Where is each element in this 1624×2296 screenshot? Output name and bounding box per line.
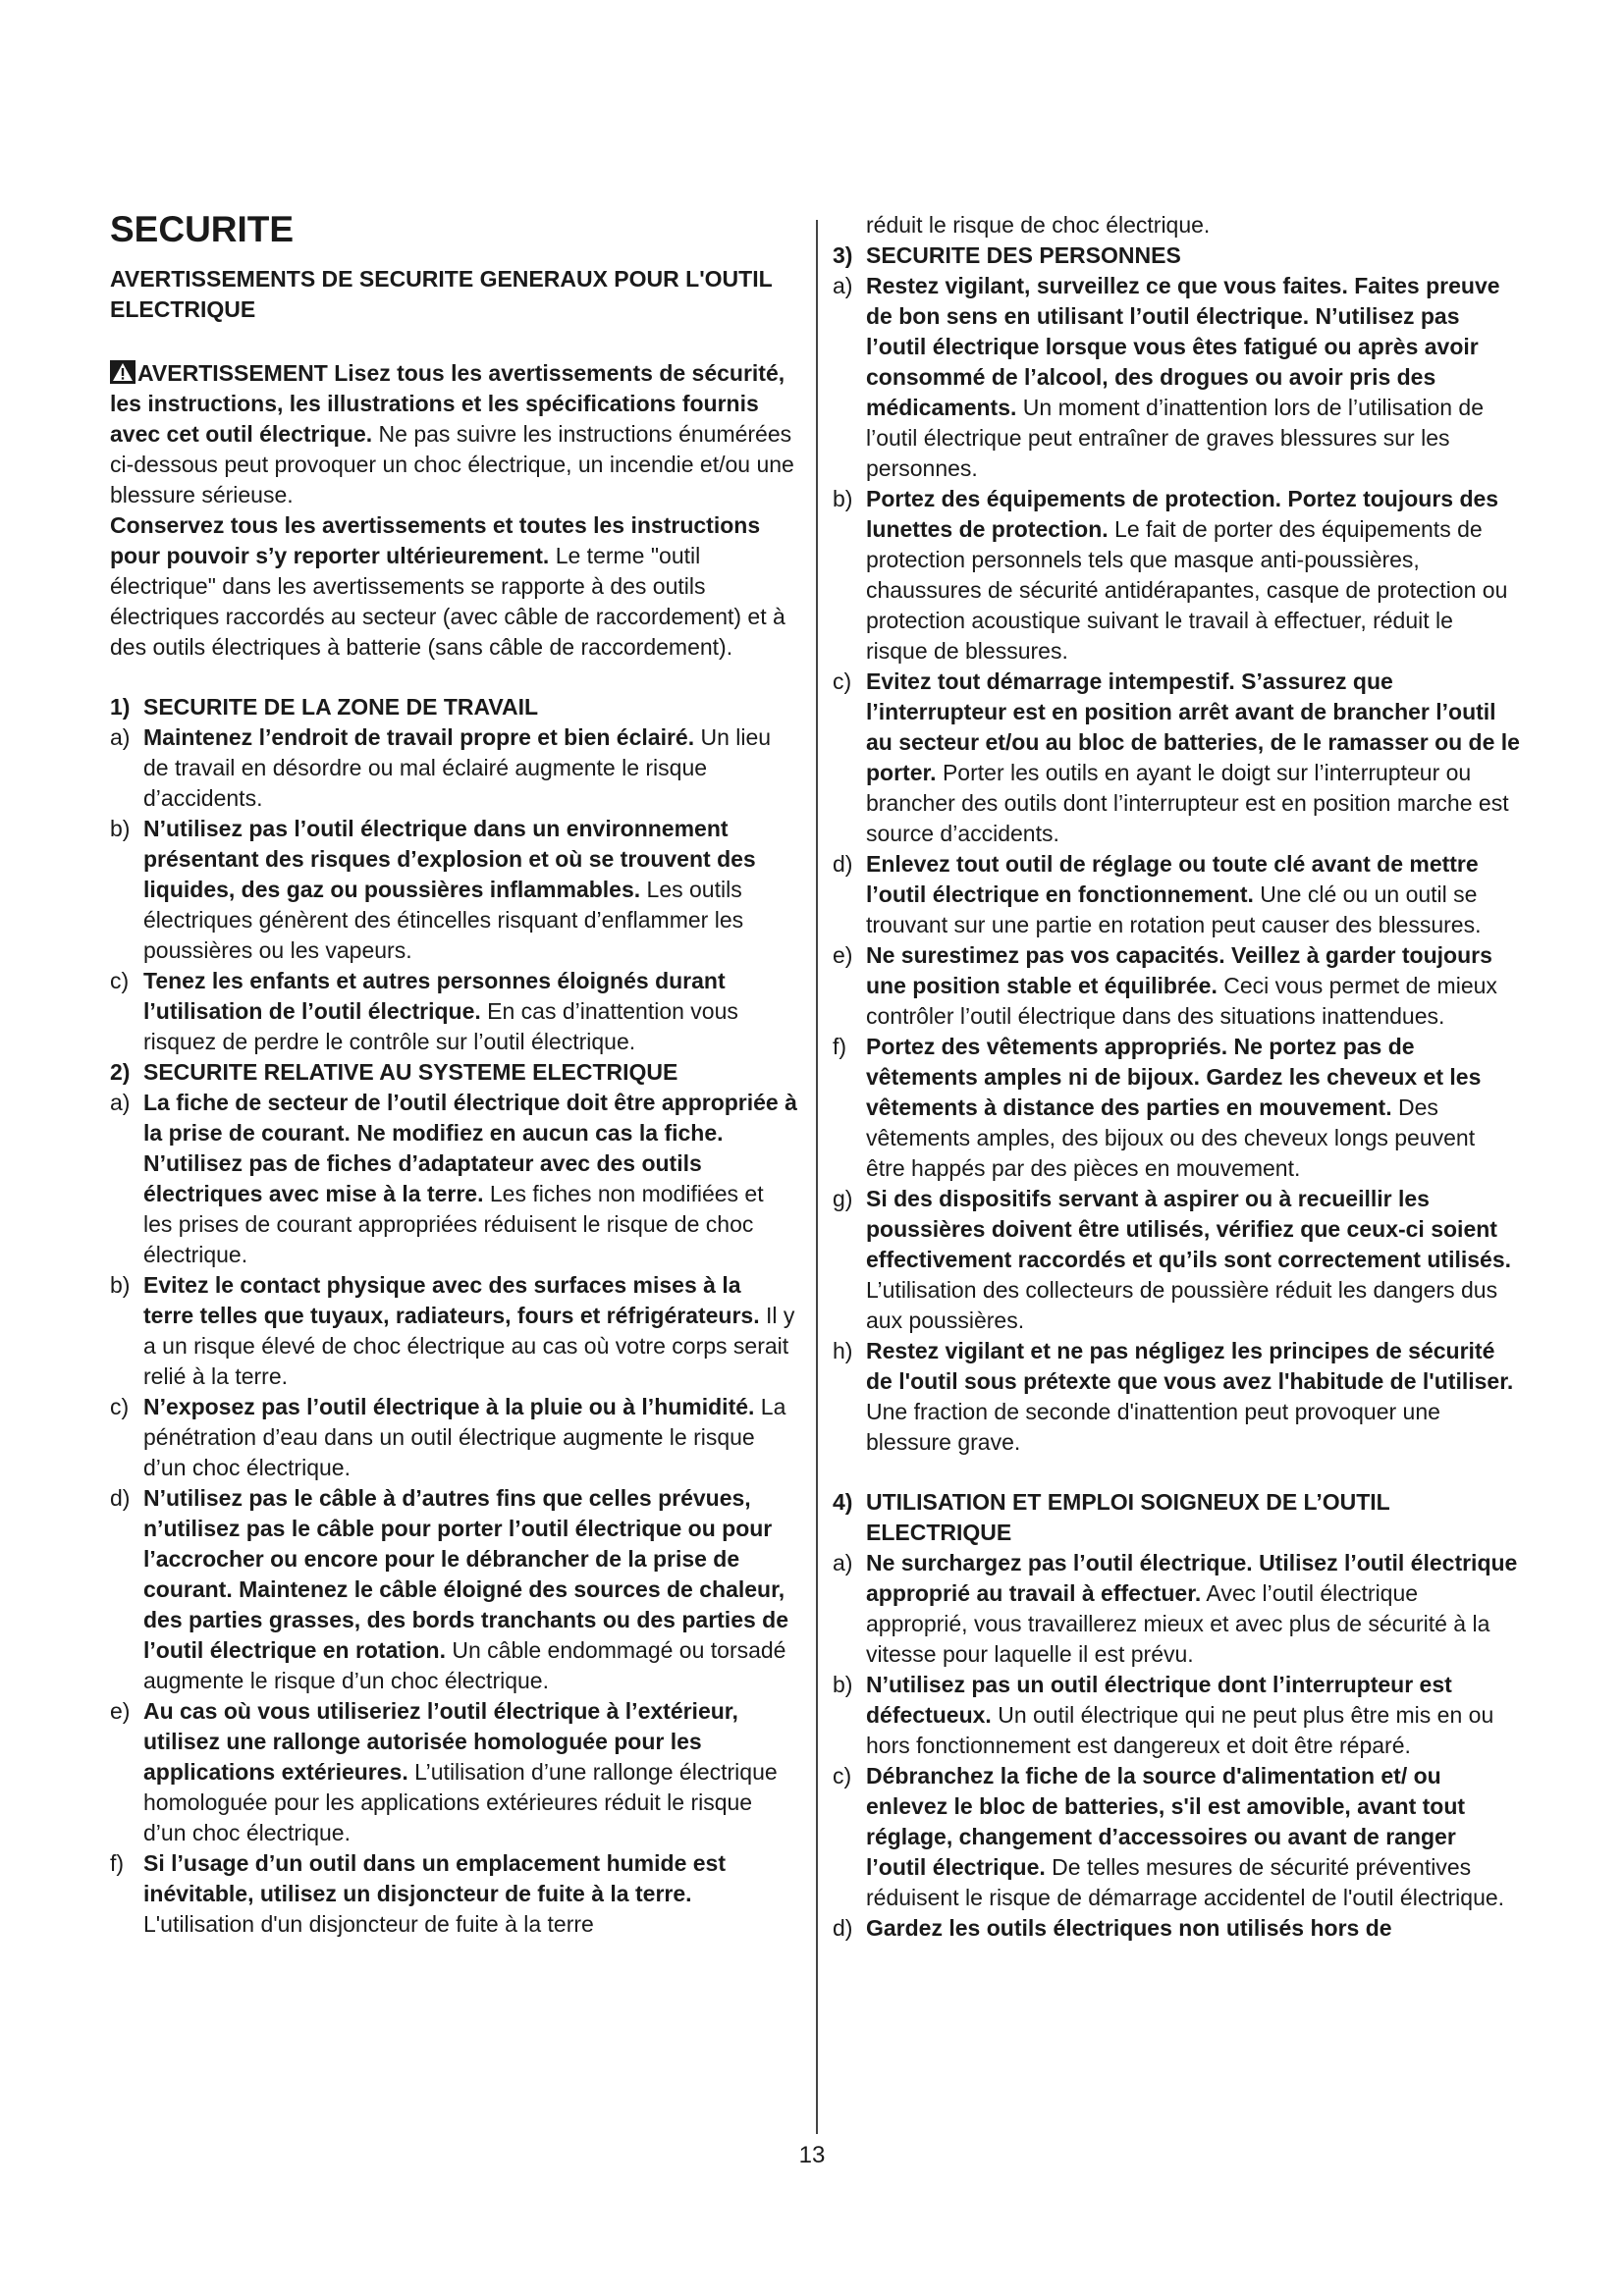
list-item — [110, 1696, 797, 1848]
safety-section — [833, 240, 1520, 1458]
list-item — [833, 1032, 1520, 1184]
item-text: Un outil électrique qui ne peut plus être mis en ou hors fonctionnement est dangereux et doit être réparé. — [866, 1702, 1494, 1758]
list-item — [833, 1336, 1520, 1458]
item-bold-text: Si l’usage d’un outil dans un emplacement humide est inévitable, utilisez un disjoncteur de fuite à la terre. — [143, 1849, 726, 1906]
page-title: SECURITE — [110, 209, 295, 249]
item-body — [866, 1184, 1520, 1336]
warning-bold: Lisez tous les avertissements de sécurité, les instructions, les illustrations et les spécifications fournis avec cet outil électrique. — [110, 359, 785, 447]
item-body — [143, 1483, 797, 1696]
item-text: Avec l’outil électrique approprié, vous travaillerez mieux et avec plus de sécurité à la vitesse pour laquelle il est prévu. — [866, 1580, 1490, 1667]
item-body — [143, 1270, 797, 1392]
item-body — [866, 1032, 1520, 1184]
list-item — [833, 484, 1520, 667]
section-heading-text: UTILISATION ET EMPLOI SOIGNEUX DE L’OUTIL ELECTRIQUE — [866, 1489, 1390, 1545]
list-item — [110, 966, 797, 1057]
item-letter: b) — [833, 486, 853, 511]
list-item — [833, 1184, 1520, 1336]
list-item — [110, 1483, 797, 1696]
section-heading — [833, 240, 1520, 271]
warning-paragraph — [110, 358, 797, 510]
safety-section — [110, 1057, 797, 1940]
item-bold-text: Maintenez l’endroit de travail propre et bien éclairé. — [143, 723, 695, 750]
list-item — [833, 849, 1520, 940]
item-bold-text: Si des dispositifs servant à aspirer ou à recueillir les poussières doivent être utilisés, vérifiez que ceux-ci soient effectivement raccordés et qu’ils sont correctement utilisés. — [866, 1186, 1512, 1272]
list-item — [110, 1270, 797, 1392]
safety-section — [833, 1487, 1520, 1944]
left-column — [110, 210, 797, 1940]
item-letter: g) — [833, 1186, 853, 1211]
page-number: 13 — [798, 2142, 826, 2168]
item-bold-text: Ne surestimez pas vos capacités. Veillez à garder toujours une position stable et équilibrée. — [866, 942, 1492, 998]
item-body — [866, 1548, 1520, 1670]
section-number: 3) — [833, 242, 853, 268]
item-text: Une fraction de seconde d'inattention peut provoquer une blessure grave. — [866, 1399, 1440, 1455]
item-bold-text: Portez des équipements de protection. Portez toujours des lunettes de protection. — [866, 486, 1499, 542]
item-body — [866, 1913, 1520, 1944]
section-number: 4) — [833, 1489, 853, 1515]
item-letter: d) — [110, 1484, 131, 1511]
item-bold-text: Evitez le contact physique avec des surfaces mises à la terre telles que tuyaux, radiateurs, fours et réfrigérateurs. — [143, 1271, 760, 1328]
item-letter: c) — [110, 1393, 130, 1419]
section-number: 1) — [110, 693, 131, 720]
item-text: Le fait de porter des équipements de protection personnels tels que masque anti-poussières, chaussures de sécurité antidérapantes, casque de protection ou protection acoustique suivant le travail à effectuer, réduit le risque de blessures. — [866, 516, 1508, 664]
left-sections — [110, 692, 797, 1940]
list-item — [833, 1548, 1520, 1670]
item-text: En cas d’inattention vous risquez de perdre le contrôle sur l’outil électrique. — [143, 997, 738, 1054]
item-letter: c) — [110, 967, 130, 993]
item-letter: c) — [833, 668, 852, 694]
item-bold-text: Portez des vêtements appropriés. Ne portez pas de vêtements amples ni de bijoux. Gardez les cheveux et les vêtements à distance des parties en mouvement. — [866, 1034, 1482, 1120]
keep-instructions-paragraph — [110, 510, 797, 663]
item-bold-text: Au cas où vous utiliseriez l’outil électrique à l’extérieur, utilisez une rallonge autorisée homologuée pour les applications extérieures. — [143, 1697, 738, 1785]
safety-section — [110, 692, 797, 1057]
item-letter: c) — [833, 1763, 852, 1789]
item-body — [143, 966, 797, 1057]
item-bold-text: La fiche de secteur de l’outil électrique doit être appropriée à la prise de courant. Ne modifiez en aucun cas la fiche. N’utilisez pas de fiches d’adaptateur avec des outils électriques avec mise à la terre. — [143, 1089, 797, 1206]
item-text: La pénétration d’eau dans un outil électrique augmente le risque d’un choc électrique. — [143, 1393, 786, 1480]
item-body — [143, 1088, 797, 1270]
item-letter: b) — [110, 1271, 131, 1298]
item-letter: a) — [110, 723, 131, 750]
item-body — [866, 1670, 1520, 1761]
item-bold-text: Evitez tout démarrage intempestif. S’assurez que l’interrupteur est en position arrêt avant de brancher l’outil au secteur et/ou au bloc de batteries, de le ramasser ou de le porter. — [866, 668, 1520, 785]
item-body — [866, 484, 1520, 667]
item-body — [143, 1696, 797, 1848]
item-letter: b) — [110, 815, 131, 841]
item-bold-text: N’exposez pas l’outil électrique à la pluie ou à l’humidité. — [143, 1393, 755, 1419]
item-bold-text: N’utilisez pas le câble à d’autres fins que celles prévues, n’utilisez pas le câble pour porter l’outil électrique ou pour l’accrocher ou encore pour le débrancher de la prise de courant. Maintenez le câble éloigné des sources de chaleur, des parties grasses, des bords tranchants ou des parties de l’outil électrique en rotation. — [143, 1484, 789, 1663]
list-item — [833, 940, 1520, 1032]
section-subtitle: AVERTISSEMENTS DE SECURITE GENERAUX POUR L'OUTIL ELECTRIQUE — [110, 265, 773, 322]
keep-bold: Conservez tous les avertissements et toutes les instructions pour pouvoir s’y reporter ultérieurement. — [110, 511, 761, 568]
section-heading — [110, 692, 797, 722]
item-text: L’utilisation d’une rallonge électrique homologuée pour les applications extérieures réduit le risque d’un choc électrique. — [143, 1758, 778, 1845]
list-item — [110, 1088, 797, 1270]
item-letter: a) — [833, 1550, 853, 1575]
item-body — [866, 1336, 1520, 1458]
item-letter: e) — [833, 942, 853, 968]
item-letter: d) — [833, 851, 853, 877]
item-text: Une clé ou un outil se trouvant sur une partie en rotation peut causer des blessures. — [866, 881, 1482, 937]
item-bold-text: Débranchez la fiche de la source d'alimentation et/ ou enlevez le bloc de batteries, s'il est amovible, avant tout réglage, changement d’accessoires ou avant de ranger l’outil électrique. — [866, 1763, 1466, 1880]
item-letter: f) — [110, 1849, 125, 1876]
item-letter: f) — [833, 1034, 847, 1059]
section-heading-text: SECURITE DE LA ZONE DE TRAVAIL — [143, 693, 539, 720]
list-item — [110, 722, 797, 814]
item-text: Porter les outils en ayant le doigt sur l’interrupteur ou brancher des outils dont l’interrupteur est en position marche est source d’accidents. — [866, 760, 1509, 846]
item-letter: h) — [833, 1338, 853, 1363]
item-bold-text: Restez vigilant, surveillez ce que vous faites. Faites preuve de bon sens en utilisant l’outil électrique. N’utilisez pas l’outil électrique lorsque vous êtes fatigué ou après avoir consommé de l’alcool, des drogues ou avoir pris des médicaments. — [866, 273, 1500, 420]
item-text: Un lieu de travail en désordre ou mal éclairé augmente le risque d’accidents. — [143, 723, 772, 811]
section-heading-text: SECURITE RELATIVE AU SYSTEME ELECTRIQUE — [143, 1058, 678, 1085]
item-body — [143, 1848, 797, 1940]
item-letter: a) — [110, 1089, 131, 1115]
item-letter: a) — [833, 273, 853, 298]
item-text: Il y a un risque élevé de choc électrique au cas où votre corps serait relié à la terre. — [143, 1302, 795, 1389]
item-text: L’utilisation des collecteurs de poussière réduit les dangers dus aux poussières. — [866, 1277, 1498, 1333]
item-bold-text: Gardez les outils électriques non utilisés hors de — [866, 1915, 1392, 1941]
section-heading-text: SECURITE DES PERSONNES — [866, 242, 1181, 268]
item-body — [143, 722, 797, 814]
right-sections — [833, 240, 1520, 1944]
list-item — [833, 1670, 1520, 1761]
item-text: Les outils électriques génèrent des étincelles risquant d’enflammer les poussières ou les vapeurs. — [143, 876, 744, 963]
warning-text: Ne pas suivre les instructions énumérées ci-dessous peut provoquer un choc électrique, un incendie et/ou une blessure sérieuse. — [110, 420, 794, 507]
item-bold-text: Ne surchargez pas l’outil électrique. Utilisez l’outil électrique approprié au travail à effectuer. — [866, 1550, 1518, 1606]
item-text: Des vêtements amples, des bijoux ou des cheveux longs peuvent être happés par des pièces en mouvement. — [866, 1095, 1476, 1181]
item-text: Un moment d’inattention lors de l’utilisation de l’outil électrique peut entraîner de graves blessures sur les personnes. — [866, 395, 1484, 481]
list-item — [833, 1761, 1520, 1913]
section-heading — [833, 1487, 1520, 1548]
list-item — [110, 1392, 797, 1483]
item-body — [866, 1761, 1520, 1913]
item-bold-text: N’utilisez pas l’outil électrique dans un environnement présentant des risques d’explosion et où se trouvent des liquides, des gaz ou poussières inflammables. — [143, 815, 756, 902]
item-body — [143, 814, 797, 966]
item-text: Un câble endommagé ou torsadé augmente le risque d’un choc électrique. — [143, 1636, 786, 1693]
keep-text: Le terme "outil électrique" dans les avertissements se rapporte à des outils électriques raccordés au secteur (avec câble de raccordement) et à des outils électriques à batterie (sans câble de raccordement). — [110, 542, 785, 660]
item-body — [866, 940, 1520, 1032]
section-number: 2) — [110, 1058, 131, 1085]
list-item — [833, 271, 1520, 484]
item-body — [866, 849, 1520, 940]
item-bold-text: Enlevez tout outil de réglage ou toute clé avant de mettre l’outil électrique en fonctionnement. — [866, 851, 1479, 907]
warning-triangle-icon — [110, 360, 135, 384]
list-item — [110, 814, 797, 966]
item-bold-text: N’utilisez pas un outil électrique dont l’interrupteur est défectueux. — [866, 1672, 1452, 1728]
item-body — [143, 1392, 797, 1483]
warning-label: AVERTISSEMENT — [137, 359, 328, 386]
item-body — [866, 271, 1520, 484]
right-column — [833, 210, 1520, 1944]
section-heading — [110, 1057, 797, 1088]
item-text: De telles mesures de sécurité préventives réduisent le risque de démarrage accidentel de l'outil électrique. — [866, 1854, 1505, 1910]
list-item — [110, 1848, 797, 1940]
item-bold-text: Tenez les enfants et autres personnes éloignés durant l’utilisation de l’outil électrique. — [143, 967, 726, 1024]
item-bold-text: Restez vigilant et ne pas négligez les principes de sécurité de l'outil sous prétexte que vous avez l'habitude de l'utiliser. — [866, 1338, 1514, 1394]
item-text: Ceci vous permet de mieux contrôler l’outil électrique dans des situations inattendues. — [866, 973, 1497, 1029]
continuation-text: réduit le risque de choc électrique. — [866, 212, 1211, 238]
item-letter: e) — [110, 1697, 131, 1724]
item-body — [866, 667, 1520, 849]
column-divider — [816, 220, 818, 2134]
item-letter: b) — [833, 1672, 853, 1697]
item-text: L'utilisation d'un disjoncteur de fuite à la terre — [143, 1910, 594, 1937]
list-item — [833, 1913, 1520, 1944]
item-letter: d) — [833, 1915, 853, 1941]
item-text: Les fiches non modifiées et les prises de courant appropriées réduisent le risque de choc électrique. — [143, 1180, 764, 1267]
list-item — [833, 667, 1520, 849]
